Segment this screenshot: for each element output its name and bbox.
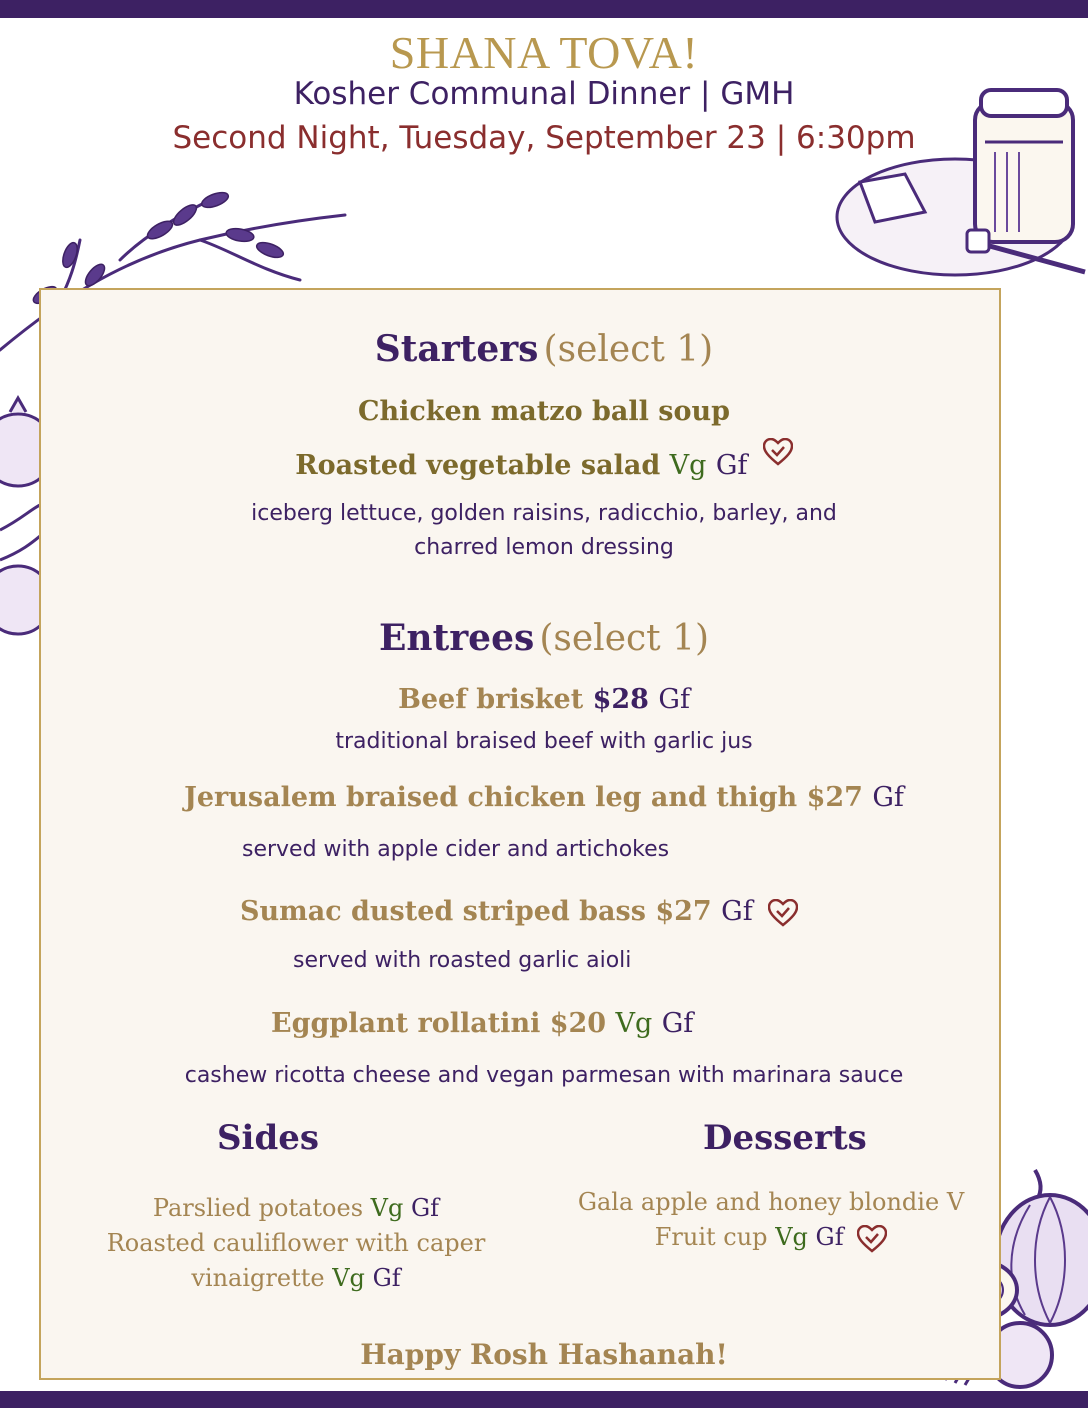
starter-item-soup: Chicken matzo ball soup [357,396,730,427]
item-price: $28 [592,684,649,715]
gluten-free-tag: Gf [872,782,904,813]
salad-description-line2: charred lemon dressing [414,535,674,560]
eggplant-description: cashew ricotta cheese and vegan parmesan with marinara sauce [184,1063,904,1088]
vegan-tag: Vg [669,450,707,481]
item-name: Sumac dusted striped bass [240,896,646,927]
vegetarian-tag: V [946,1188,965,1216]
item-price: $27 [806,782,863,813]
item-name: Parslied potatoes [152,1194,364,1222]
gluten-free-tag: Gf [372,1264,401,1292]
item-name: Roasted vegetable salad [295,450,661,481]
heart-check-icon [763,438,793,466]
brisket-description: traditional braised beef with garlic jus [335,729,753,754]
vegan-tag: Vg [775,1223,808,1251]
item-name: Eggplant rollatini [271,1008,541,1039]
item-name: Beef brisket [398,684,584,715]
event-date-line: Second Night, Tuesday, September 23 | 6:30pm [172,120,916,156]
entree-item-chicken [0,782,1088,813]
gluten-free-tag: Gf [715,450,748,481]
event-subtitle: Kosher Communal Dinner | GMH [293,76,795,112]
entrees-heading [0,617,1088,659]
vegan-tag: Vg [615,1008,653,1039]
bottom-color-band [0,1391,1088,1408]
dessert-item-fruit-cup [540,1223,1002,1253]
entrees-title: Entrees [378,617,535,659]
starters-note: (select 1) [543,329,714,370]
vegan-tag: Vg [370,1194,404,1222]
gluten-free-tag: Gf [411,1194,440,1222]
starters-title: Starters [374,328,539,370]
entree-item-brisket [0,684,1088,715]
gluten-free-tag: Gf [721,896,753,927]
dessert-item-blondie [540,1188,1002,1216]
item-price: $27 [655,896,712,927]
sides-title: Sides [217,1118,320,1158]
item-name: vinaigrette [191,1264,325,1292]
top-color-band [0,0,1088,18]
item-name: Fruit cup [654,1223,768,1251]
footer-greeting: Happy Rosh Hashanah! [360,1338,728,1371]
starter-item-salad [0,450,1088,481]
entrees-note: (select 1) [539,618,710,659]
bass-description: served with roasted garlic aioli [293,948,632,973]
desserts-title: Desserts [703,1118,867,1158]
item-name: Gala apple and honey blondie [577,1188,940,1216]
entree-item-eggplant [271,1008,693,1039]
side-item-potatoes [40,1194,552,1222]
heart-check-icon [857,1225,887,1253]
starters-heading [0,328,1088,370]
gluten-free-tag: Gf [661,1008,694,1039]
heart-check-icon [768,899,798,927]
item-price: $20 [549,1008,607,1039]
gluten-free-tag: Gf [658,684,690,715]
side-item-cauliflower-line2 [40,1264,552,1292]
salad-description-line1: iceberg lettuce, golden raisins, radicchio, barley, and [251,501,837,526]
page-title: SHANA TOVA! [389,27,699,78]
item-name: Jerusalem braised chicken leg and thigh [184,782,798,813]
vegan-tag: Vg [332,1264,365,1292]
gluten-free-tag: Gf [815,1223,844,1251]
entree-item-bass [240,896,798,927]
honey-jar-illustration [835,82,1088,282]
chicken-description: served with apple cider and artichokes [242,837,670,862]
side-item-cauliflower-line1: Roasted cauliflower with caper [106,1229,486,1257]
